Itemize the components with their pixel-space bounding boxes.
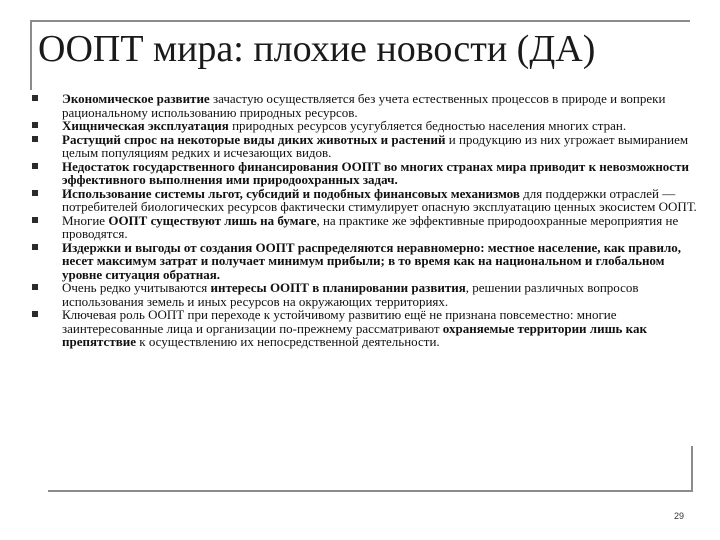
bullet-text: [62, 240, 681, 282]
bullet-text-regular: , на практике же эффективные природоохранные мероприятия не проводятся.: [62, 212, 679, 241]
bullet-item: [30, 241, 705, 282]
bullet-item: [30, 160, 705, 187]
bullet-text-regular: и продукцию из них угрожает вымиранием целым популяциям редких и исчезающих видов.: [62, 131, 689, 160]
bullet-text-bold: Растущий спрос на некоторые виды диких животных и растений: [62, 131, 446, 147]
bullet-item: [30, 214, 705, 241]
bullet-item: [30, 92, 705, 119]
square-bullet-icon: [32, 244, 38, 250]
square-bullet-icon: [32, 311, 38, 317]
square-bullet-icon: [32, 217, 38, 223]
bullet-text-bold: Хищническая эксплуатация: [62, 118, 229, 133]
bullet-text-bold: охраняемые территории лишь как препятствие: [62, 320, 647, 349]
bullet-text: [62, 307, 647, 349]
bottom-right-rule: [691, 446, 693, 492]
square-bullet-icon: [32, 190, 38, 196]
bullet-text-regular: Ключевая роль ООПТ при переходе к устойчивому развитию ещё не признана повсеместно: многие заинтересованные лица и организации по-прежнему рассматривают: [62, 307, 617, 336]
square-bullet-icon: [32, 122, 38, 128]
title-left-rule: [30, 20, 32, 90]
bullet-text-bold: Издержки и выгоды от создания ООПТ распределяются неравномерно: местное население, как правило, несет максимум затрат и получает минимум прибыли; в то время как на национальном и глобальном уровне ситуация обратная.: [62, 239, 682, 282]
bullet-item: [30, 119, 705, 133]
square-bullet-icon: [32, 163, 38, 169]
bullet-text-bold: Недостаток государственного финансирования ООПТ во многих странах мира приводит к невозможности эффективного выполнения ими природоохранных задач.: [62, 158, 689, 187]
bullet-text-regular: , решении различных вопросов использования земель и иных ресурсов на окружающих территориях.: [62, 280, 639, 309]
bullet-text-bold: Использование системы льгот, субсидий и подобных финансовых механизмов: [62, 185, 520, 201]
square-bullet-icon: [32, 136, 38, 142]
bullet-item: [30, 133, 705, 160]
bottom-rule: [48, 490, 693, 492]
bullet-item: [30, 281, 705, 308]
bullet-text: [62, 280, 639, 309]
bullet-text-regular: для поддержки отраслей — потребителей биологических ресурсов фактически стимулирует опасную эксплуатацию ценных экосистем ООПТ.: [62, 185, 697, 214]
bullet-text-regular: Очень редко учитываются: [62, 280, 211, 295]
bullet-text-bold: интересы ООПТ в планировании развития: [210, 280, 466, 295]
bullet-text: [62, 186, 697, 215]
bullet-item: [30, 187, 705, 214]
slide-title: ООПТ мира: плохие новости (ДА): [38, 28, 596, 70]
bullet-text-regular: к осуществлению их непосредственной деятельности.: [136, 334, 440, 349]
bullet-text: [62, 159, 689, 188]
bullet-text: [62, 132, 688, 161]
bullet-list: [30, 92, 705, 349]
bullet-text-bold: ООПТ существуют лишь на бумаге: [108, 212, 317, 228]
title-top-rule: [30, 20, 690, 22]
square-bullet-icon: [32, 284, 38, 290]
page-number: 29: [673, 511, 684, 521]
square-bullet-icon: [32, 95, 38, 101]
bullet-text-regular: природных ресурсов усугубляется бедностью населения многих стран.: [228, 118, 627, 133]
bullet-text-regular: Многие: [62, 212, 109, 228]
bullet-text-bold: Экономическое развитие: [62, 91, 210, 106]
bullet-text-regular: зачастую осуществляется без учета естественных процессов в природе и вопреки рациональному использованию природных ресурсов.: [62, 91, 666, 120]
bullet-text: [62, 213, 678, 242]
bullet-text: [62, 91, 665, 120]
bullet-item: [30, 308, 705, 349]
